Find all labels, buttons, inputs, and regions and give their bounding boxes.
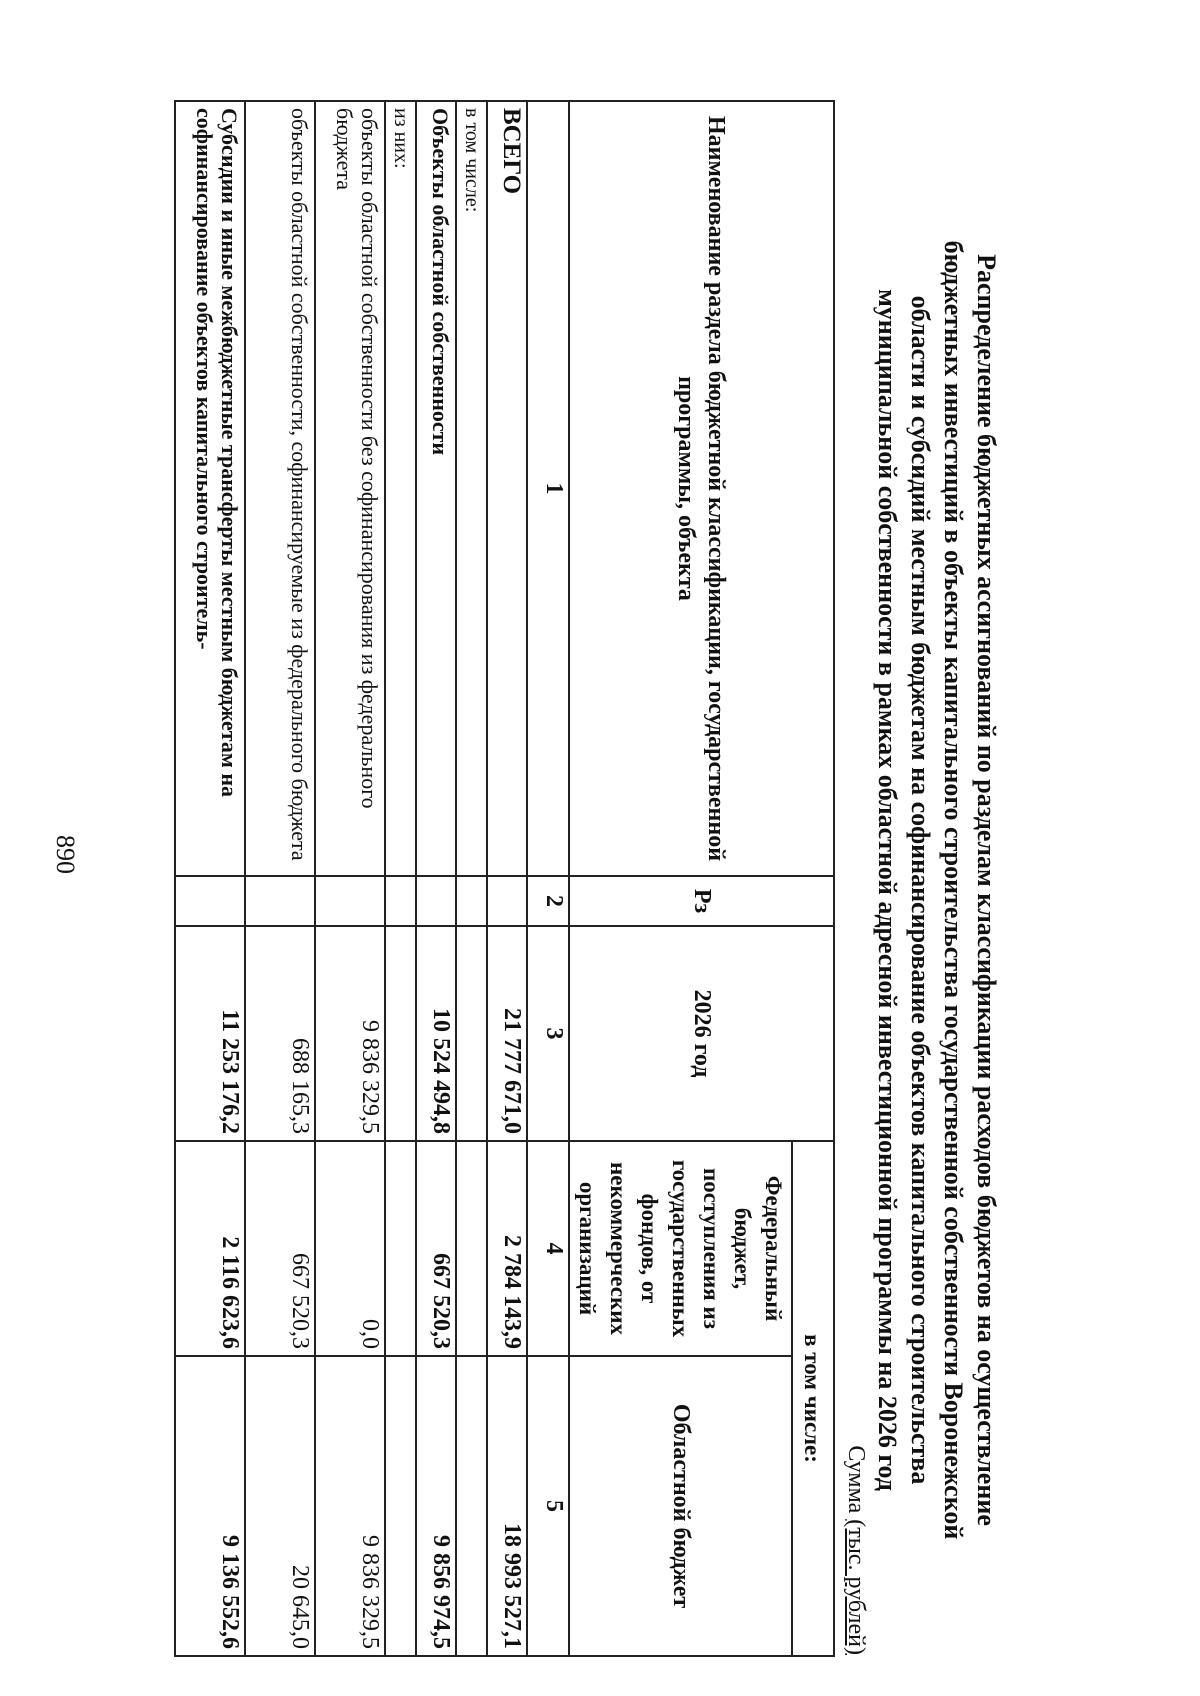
row-rz xyxy=(245,876,315,926)
row-federal: 0,0 xyxy=(315,1141,385,1356)
table-row xyxy=(456,101,487,1656)
header-year: 2026 год xyxy=(569,926,834,1141)
table-row xyxy=(245,101,315,1656)
document-content xyxy=(190,100,1145,1655)
units-value: (тыс. рублей) xyxy=(843,1519,869,1655)
row-rz xyxy=(456,876,487,926)
row-name: Субсидии и иные межбюджетные трансферты местным бюджетам на софинансирование объектов капитального строитель- xyxy=(175,101,245,876)
table-row xyxy=(175,101,245,1656)
column-numbers-row xyxy=(527,101,569,1656)
row-name: Объекты областной собственности xyxy=(416,101,456,876)
header-name: Наименование раздела бюджетной классификации, государственной программы, объекта xyxy=(569,101,834,876)
table-row xyxy=(385,101,416,1656)
row-regional: 20 645,0 xyxy=(245,1356,315,1656)
column-number: 2 xyxy=(527,876,569,926)
table-row xyxy=(487,101,527,1656)
title-line: области и субсидий местным бюджетам на софинансирование объектов капитального строительства xyxy=(906,295,935,1485)
header-rz: Рз xyxy=(569,876,834,926)
table-row xyxy=(416,101,456,1656)
row-regional: 9 856 974,5 xyxy=(416,1356,456,1656)
budget-table xyxy=(174,100,835,1657)
column-number: 3 xyxy=(527,926,569,1141)
row-name: объекты областной собственности без софинансирования из федерального бюджета xyxy=(315,101,385,876)
row-name: в том числе: xyxy=(456,101,487,876)
row-name: из них: xyxy=(385,101,416,876)
row-rz xyxy=(385,876,416,926)
row-total: 9 836 329,5 xyxy=(315,926,385,1141)
row-name: ВСЕГО xyxy=(487,101,527,876)
units-prefix: Сумма xyxy=(843,1445,869,1520)
row-total xyxy=(456,926,487,1141)
row-regional: 9 836 329,5 xyxy=(315,1356,385,1656)
row-regional: 9 136 552,6 xyxy=(175,1356,245,1656)
row-rz xyxy=(487,876,527,926)
header-including: в том числе: xyxy=(792,1141,834,1656)
page-number: 890 xyxy=(51,835,80,874)
header-federal: Федеральный бюджет, поступления из государственных фондов, от некоммерческих организаций xyxy=(569,1141,792,1356)
row-federal: 667 520,3 xyxy=(416,1141,456,1356)
row-regional xyxy=(385,1356,416,1656)
row-total: 21 777 671,0 xyxy=(487,926,527,1141)
units-note xyxy=(843,1445,869,1655)
title-line: бюджетных инвестиций в объекты капитального строительства государственной собственности Воронежской xyxy=(939,240,968,1540)
row-federal: 2 116 623,6 xyxy=(175,1141,245,1356)
row-regional xyxy=(456,1356,487,1656)
row-total: 11 253 176,2 xyxy=(175,926,245,1141)
document-title xyxy=(871,230,1003,1550)
row-name: объекты областной собственности, софинансируемые из федерального бюджета xyxy=(245,101,315,876)
column-number: 1 xyxy=(527,101,569,876)
row-total xyxy=(385,926,416,1141)
row-rz xyxy=(315,876,385,926)
header-row xyxy=(792,101,834,1656)
title-line: муниципальной собственности в рамках областной адресной инвестиционной программы на 2026 год xyxy=(873,289,902,1491)
row-total: 688 165,3 xyxy=(245,926,315,1141)
row-federal xyxy=(385,1141,416,1356)
column-number: 5 xyxy=(527,1356,569,1656)
column-number: 4 xyxy=(527,1141,569,1356)
table-row xyxy=(315,101,385,1656)
row-total: 10 524 494,8 xyxy=(416,926,456,1141)
row-rz xyxy=(416,876,456,926)
row-rz xyxy=(175,876,245,926)
row-regional: 18 993 527,1 xyxy=(487,1356,527,1656)
row-federal: 667 520,3 xyxy=(245,1141,315,1356)
row-federal xyxy=(456,1141,487,1356)
header-regional: Областной бюджет xyxy=(569,1356,792,1656)
row-federal: 2 784 143,9 xyxy=(487,1141,527,1356)
title-line: Распределение бюджетных ассигнований по разделам классификации расходов бюджетов на осуществление xyxy=(972,254,1001,1526)
